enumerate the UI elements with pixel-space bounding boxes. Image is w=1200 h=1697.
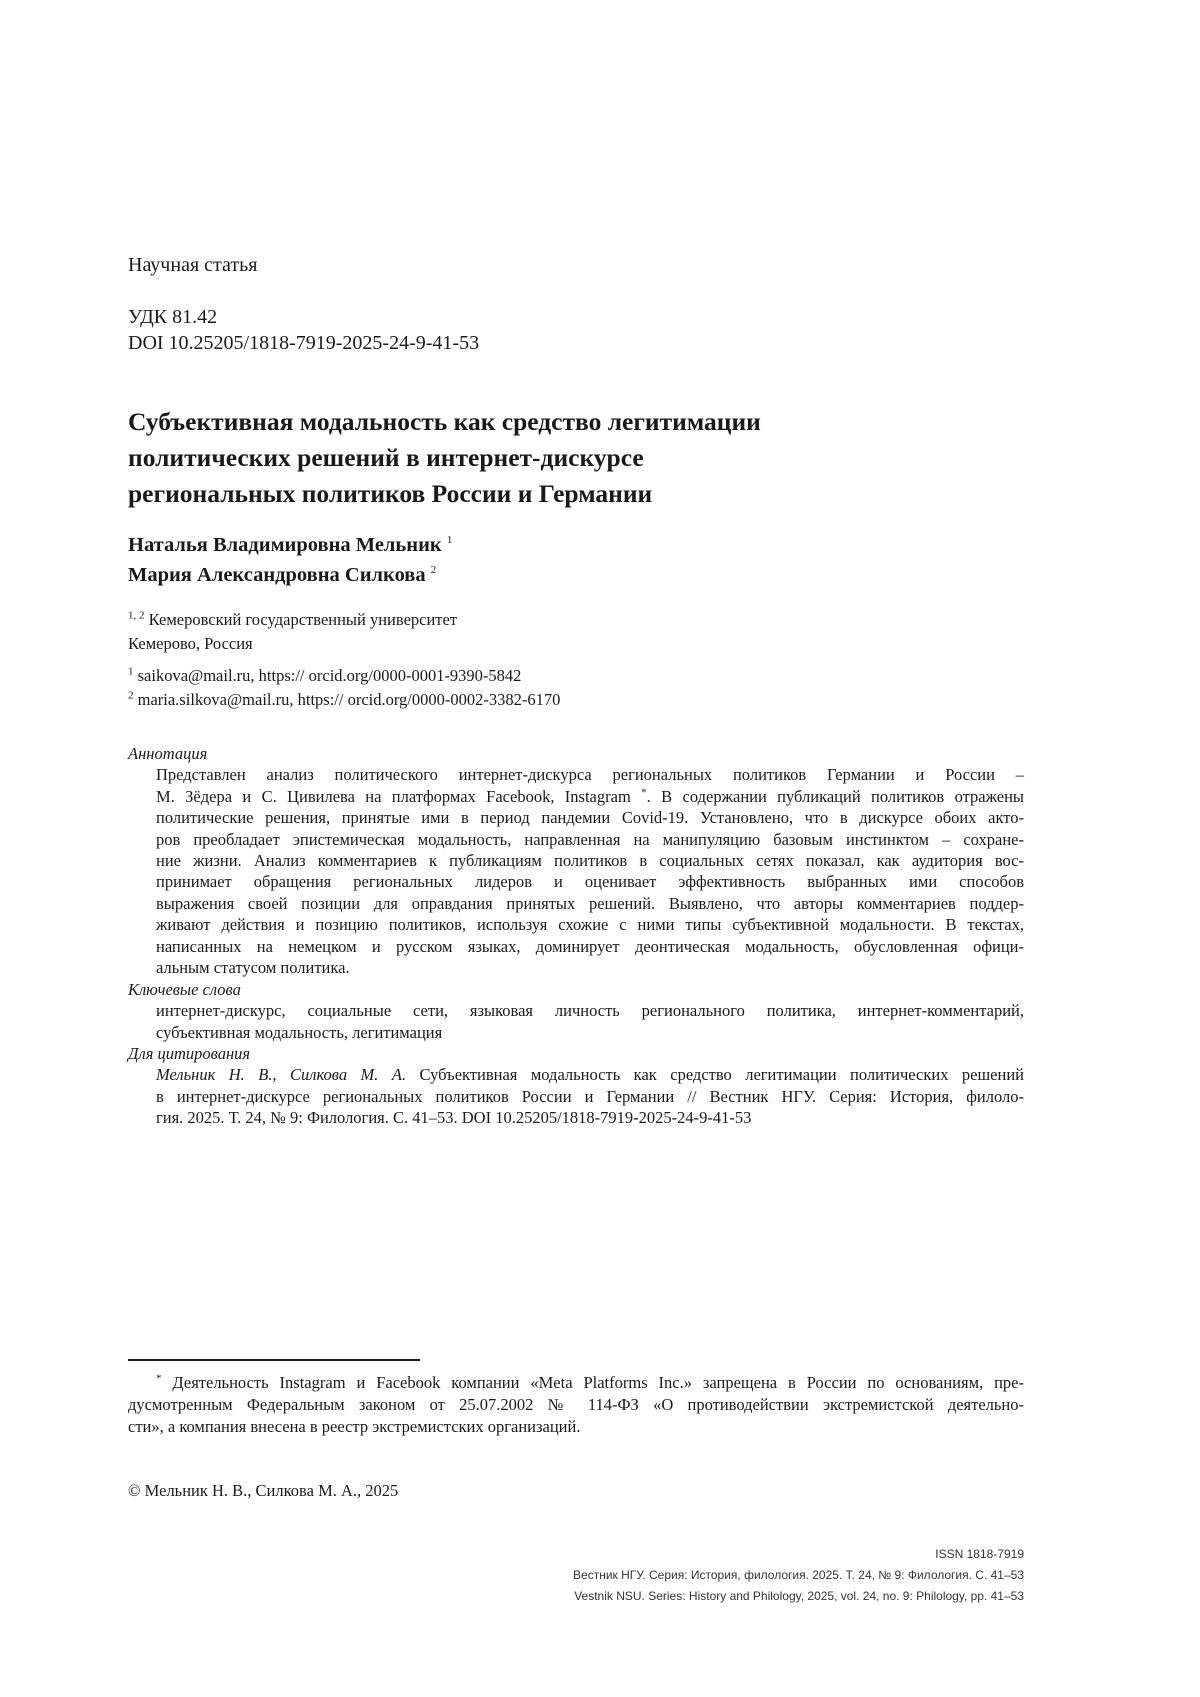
article-title (128, 404, 928, 512)
author-mark: 2 (430, 564, 437, 577)
doi: DOI 10.25205/1818-7919-2025-24-9-41-53 (128, 332, 480, 354)
author-name: Наталья Владимировна Мельник (128, 534, 442, 556)
keywords (128, 979, 1024, 1043)
keywords-label: Ключевые слова (128, 980, 241, 999)
contact-mark: 2 (128, 689, 134, 702)
footnote-ref[interactable]: * (641, 786, 647, 799)
contact-text[interactable]: saikova@mail.ru, https:// orcid.org/0000-0001-9390-5842 (137, 666, 522, 685)
abstract-line (156, 786, 1024, 807)
abstract (128, 743, 1024, 978)
abstract-label: Аннотация (128, 744, 208, 763)
abstract-line: выражения своей позиции для оправдания принятых решений. Выявлено, что авторы комментариев поддер- (156, 893, 1024, 913)
footnote-line: дусмотренным Федеральным законом от 25.07.2002 № 114-ФЗ «О противодействии экстремистской деятельно- (128, 1395, 1024, 1414)
author-2 (128, 560, 452, 590)
abstract-line: Представлен анализ политического интернет-дискурса региональных политиков Германии и России – (156, 765, 1024, 785)
issn: ISSN 1818-7919 (935, 1547, 1024, 1561)
abstract-line: принимает обращения региональных лидеров и оценивает эффективность выбранных ими способов (156, 872, 1024, 892)
citation (128, 1043, 1024, 1129)
footnote (128, 1372, 1024, 1438)
author-name: Мария Александровна Силкова (128, 564, 426, 586)
citation-line (156, 1064, 1024, 1085)
article-type: Научная статья (128, 254, 258, 276)
citation-text: Субъективная модальность как средство легитимации политических решений (406, 1065, 1024, 1085)
keywords-line: интернет-дискурс, социальные сети, языковая личность регионального политика, интернет-комментарий, (156, 1001, 1024, 1021)
footnote-separator (128, 1359, 420, 1361)
city: Кемерово, Россия (128, 634, 253, 653)
contact-text[interactable]: maria.silkova@mail.ru, https:// orcid.org/0000-0002-3382-6170 (137, 690, 561, 709)
keywords-body (128, 1000, 1024, 1043)
affiliations (128, 608, 560, 712)
citation-authors: Мельник Н. В., Силкова М. А. (156, 1065, 407, 1085)
udk-code: УДК 81.42 (128, 306, 218, 328)
title-line: Субъективная модальность как средство легитимации (128, 407, 761, 436)
author-1 (128, 530, 452, 560)
footnote-mark: * (156, 1372, 162, 1385)
citation-body (128, 1064, 1024, 1128)
affiliation-marks: 1, 2 (128, 609, 145, 622)
journal-citation-en: Vestnik NSU. Series: History and Philology, 2025, vol. 24, no. 9: Philology, pp. 41–53 (574, 1589, 1024, 1603)
footnote-line: сти», а компания внесена в реестр экстремистских организаций. (128, 1417, 581, 1436)
abstract-body (128, 764, 1024, 978)
contact-2 (128, 688, 560, 712)
contact-1 (128, 664, 560, 688)
abstract-text: . В содержании публикаций политиков отражены (646, 786, 1025, 806)
contact-mark: 1 (128, 665, 134, 678)
abstract-line: альным статусом политика. (156, 958, 350, 978)
university-name: Кемеровский государственный университет (148, 610, 458, 629)
abstract-line: ние жизни. Анализ комментариев к публикациям политиков в социальных сетях показал, как аудитория вос- (156, 851, 1024, 871)
abstract-line: написанных на немецком и русском языках, доминирует деонтическая модальность, обусловленная офици- (156, 936, 1024, 956)
journal-citation-ru: Вестник НГУ. Серия: История, филология. 2025. Т. 24, № 9: Филология. С. 41–53 (573, 1568, 1024, 1582)
abstract-line: живают действия и позицию политиков, используя схожие с ними типы субъективной модальности. В текстах, (156, 915, 1024, 935)
author-mark: 1 (446, 534, 453, 547)
title-line: политических решений в интернет-дискурсе (128, 443, 644, 472)
footnote-text: Деятельность Instagram и Facebook компании «Meta Platforms Inc.» запрещена в России по основаниям, пре- (161, 1373, 1024, 1392)
abstract-line: ров преобладает эпистемическая модальность, направленная на манипуляцию базовым инстинктом – сохране- (156, 829, 1024, 849)
title-line: региональных политиков России и Германии (128, 479, 653, 508)
university (128, 608, 560, 632)
keywords-line: субъективная модальность, легитимация (156, 1022, 443, 1042)
footnote-line (128, 1372, 1024, 1394)
citation-line: в интернет-дискурсе региональных политиков России и Германии // Вестник НГУ. Серия: История, филоло- (156, 1086, 1024, 1106)
abstract-line: политические решения, принятые ими в период пандемии Covid-19. Установлено, что в дискурсе обоих акто- (156, 808, 1024, 828)
citation-label: Для цитирования (128, 1044, 251, 1063)
abstract-text: М. Зёдера и С. Цивилева на платформах Facebook, Instagram (156, 786, 631, 806)
copyright: © Мельник Н. В., Силкова М. А., 2025 (128, 1481, 399, 1500)
authors (128, 530, 452, 590)
citation-line: гия. 2025. Т. 24, № 9: Филология. С. 41–53. DOI 10.25205/1818-7919-2025-24-9-41-53 (156, 1108, 752, 1128)
